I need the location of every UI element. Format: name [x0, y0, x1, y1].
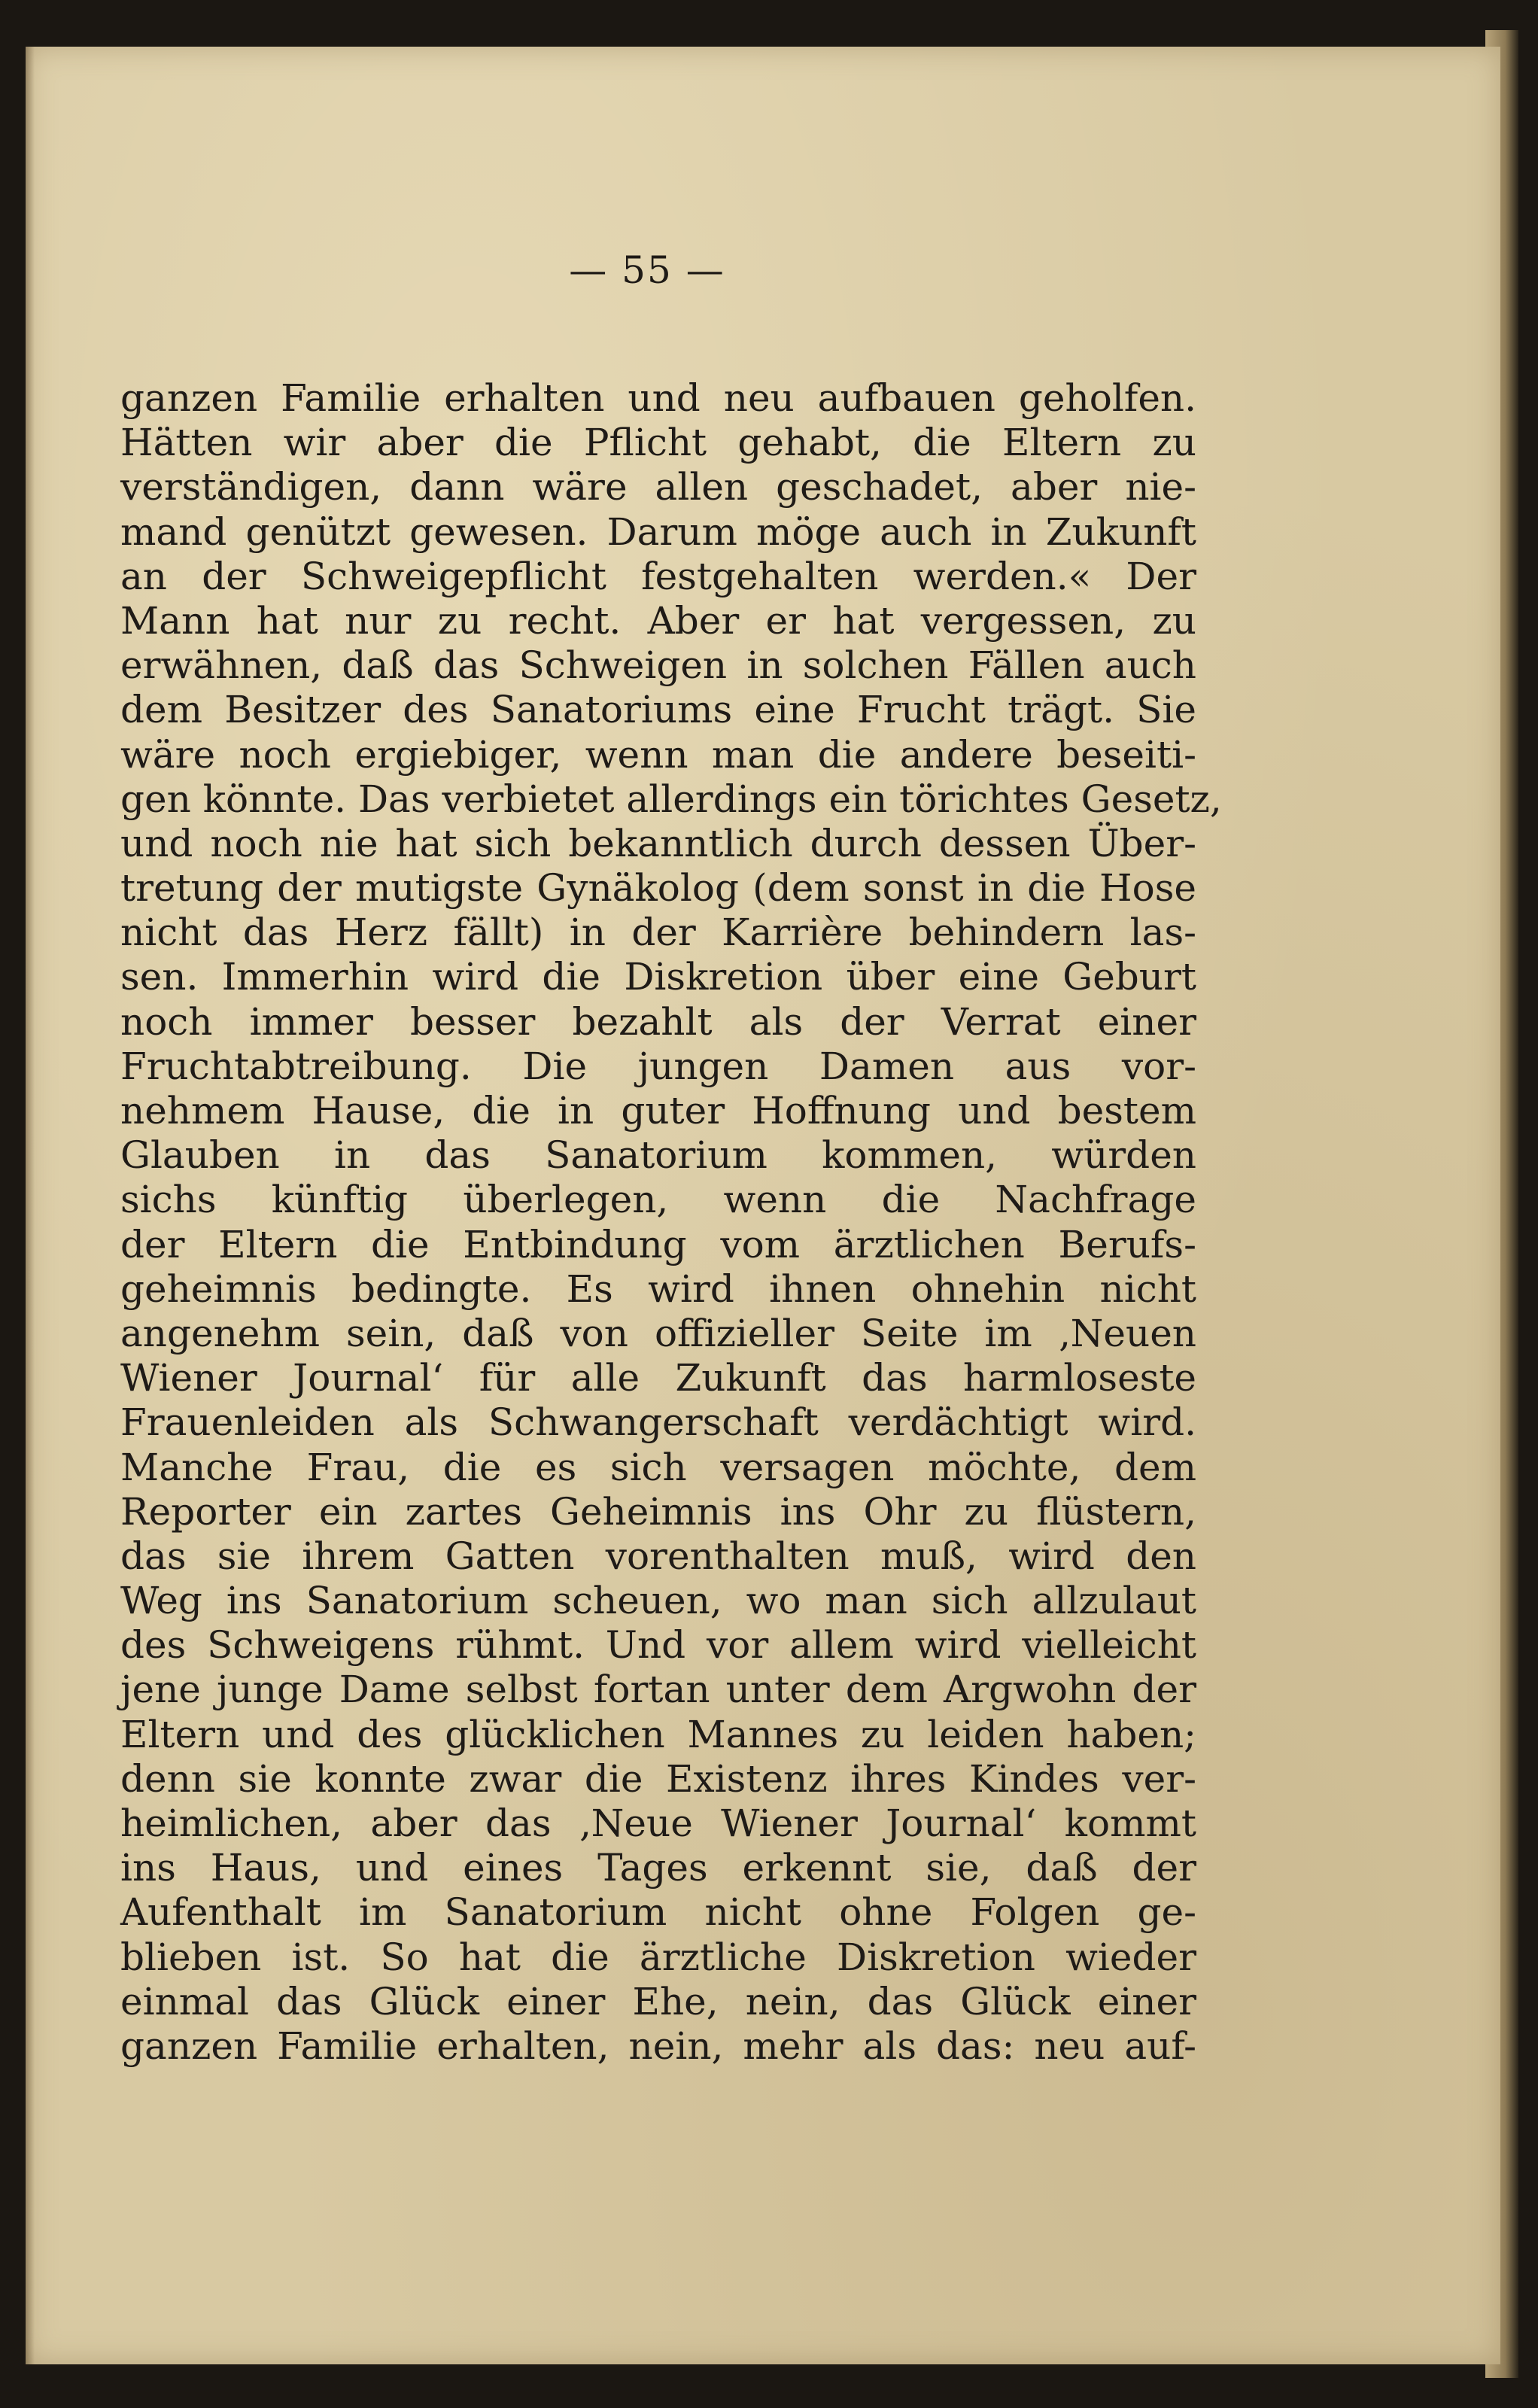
text-line: nicht das Herz fällt) in der Karrière behindern las- [120, 911, 1196, 955]
text-line: der Eltern die Entbindung vom ärztlichen Berufs- [120, 1222, 1196, 1266]
text-line: geheimnis bedingte. Es wird ihnen ohnehin nicht [120, 1266, 1196, 1311]
text-line: Aufenthalt im Sanatorium nicht ohne Folgen ge- [120, 1890, 1196, 1935]
text-line: gen könnte. Das verbietet allerdings ein törichtes Gesetz, [120, 777, 1222, 821]
text-line: dem Besitzer des Sanatoriums eine Frucht trägt. Sie [120, 688, 1196, 732]
text-line: Hätten wir aber die Pflicht gehabt, die Eltern zu [120, 421, 1196, 465]
text-line: blieben ist. So hat die ärztliche Diskretion wieder [120, 1935, 1196, 1979]
text-line: sen. Immerhin wird die Diskretion über eine Geburt [120, 955, 1196, 999]
text-line: Fruchtabtreibung. Die jungen Damen aus vor- [120, 1044, 1196, 1088]
text-line: Weg ins Sanatorium scheuen, wo man sich allzulaut [120, 1579, 1196, 1623]
text-line: mand genützt gewesen. Darum möge auch in Zukunft [120, 509, 1196, 554]
text-line: denn sie konnte zwar die Existenz ihres Kindes ver- [120, 1756, 1196, 1801]
text-line: Frauenleiden als Schwangerschaft verdächtigt wird. [120, 1400, 1196, 1445]
text-line: ganzen Familie erhalten und neu aufbauen geholfen. [120, 376, 1196, 420]
text-line: verständigen, dann wäre allen geschadet, aber nie- [120, 465, 1196, 509]
text-line: ganzen Familie erhalten, nein, mehr als das: neu auf- [120, 2023, 1196, 2068]
text-line: nehmem Hause, die in guter Hoffnung und bestem [120, 1089, 1196, 1133]
text-line: angenehm sein, daß von offizieller Seite im ‚Neuen [120, 1311, 1196, 1355]
text-line: heimlichen, aber das ‚Neue Wiener Journal‘ kommt [120, 1801, 1196, 1845]
text-line: Reporter ein zartes Geheimnis ins Ohr zu flüstern, [120, 1489, 1196, 1534]
text-line: erwähnen, daß das Schweigen in solchen Fällen auch [120, 643, 1196, 688]
text-line: an der Schweigepflicht festgehalten werden.« Der [120, 554, 1196, 598]
text-line: wäre noch ergiebiger, wenn man die andere beseiti- [120, 732, 1196, 777]
page-number: — 55 — [569, 248, 725, 292]
page-gutter-shadow [26, 47, 35, 2364]
text-line: das sie ihrem Gatten vorenthalten muß, wird den [120, 1534, 1196, 1578]
text-line: jene junge Dame selbst fortan unter dem Argwohn der [120, 1668, 1196, 1712]
text-line: noch immer besser bezahlt als der Verrat einer [120, 999, 1196, 1044]
text-line: tretung der mutigste Gynäkolog (dem sonst in die Hose [120, 866, 1196, 911]
text-line: Wiener Journal‘ für alle Zukunft das harmloseste [120, 1356, 1196, 1400]
text-line: sichs künftig überlegen, wenn die Nachfrage [120, 1178, 1196, 1222]
text-line: Eltern und des glücklichen Mannes zu leiden haben; [120, 1712, 1196, 1756]
text-line: Mann hat nur zu recht. Aber er hat vergessen, zu [120, 598, 1196, 643]
text-line: Manche Frau, die es sich versagen möchte, dem [120, 1445, 1196, 1489]
text-line: einmal das Glück einer Ehe, nein, das Glück einer [120, 1979, 1196, 2023]
body-text [120, 376, 1222, 2069]
text-line: Glauben in das Sanatorium kommen, würden [120, 1133, 1196, 1178]
text-line: ins Haus, und eines Tages erkennt sie, daß der [120, 1846, 1196, 1890]
text-line: des Schweigens rühmt. Und vor allem wird vielleicht [120, 1623, 1196, 1668]
text-line: und noch nie hat sich bekanntlich durch dessen Über- [120, 821, 1196, 865]
